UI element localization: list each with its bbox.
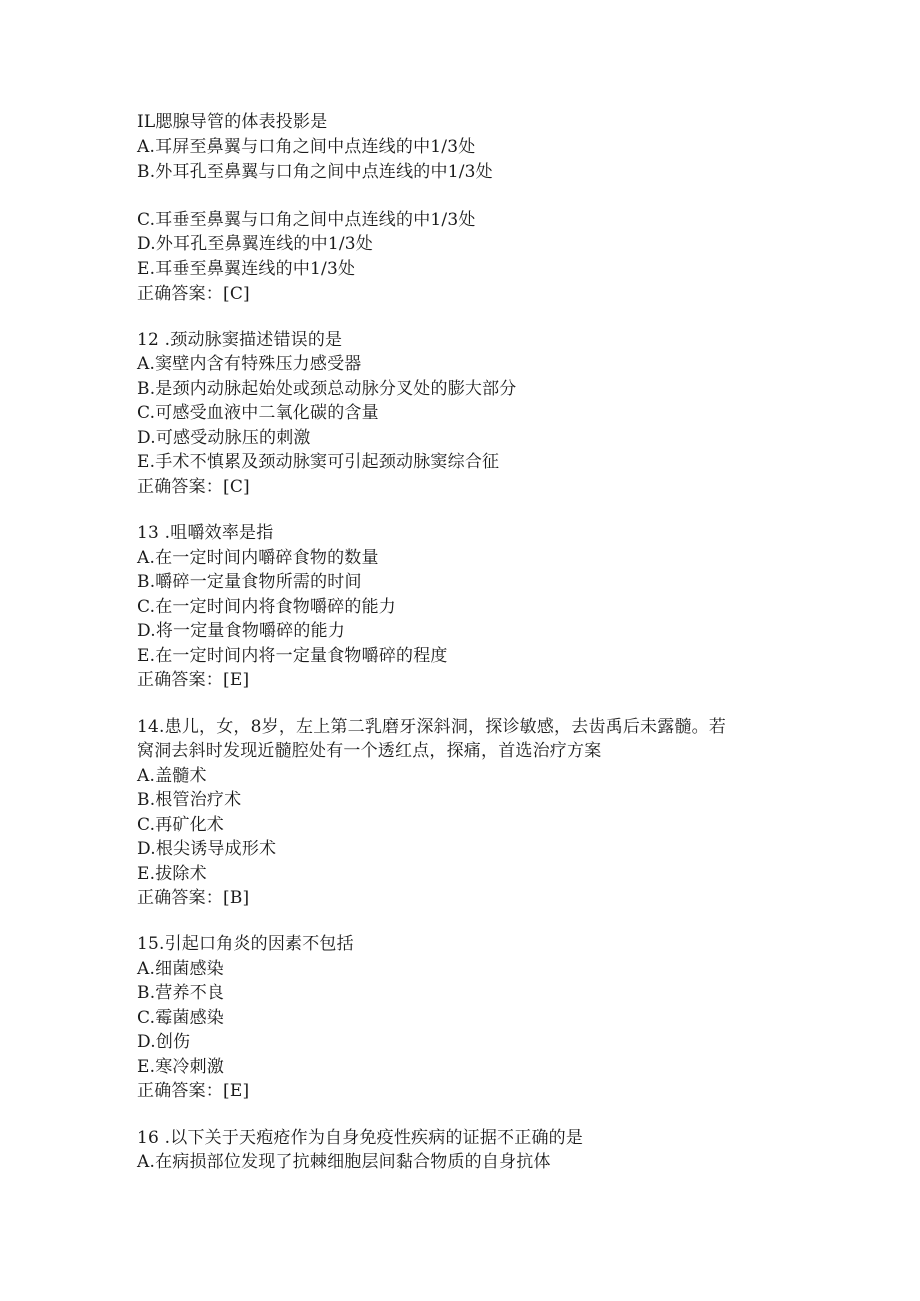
question-12-option-b: B.是颈内动脉起始处或颈总动脉分叉处的膨大部分 [137, 379, 517, 399]
question-15-answer: 正确答案：[E] [137, 1081, 250, 1101]
question-14-option-b: B.根管治疗术 [137, 790, 242, 810]
question-15-option-d: D.创伤 [137, 1032, 191, 1052]
question-15-option-c: C.霉菌感染 [137, 1008, 225, 1028]
question-14-stem-line-1: 14.患儿，女，8岁，左上第二乳磨牙深斜洞，探诊敏感，去齿禹后未露髓。若 [137, 717, 727, 737]
question-11-option-c: C.耳垂至鼻翼与口角之间中点连线的中1/3处 [137, 210, 476, 230]
question-16-stem: 16 .以下关于天疱疮作为自身免疫性疾病的证据不正确的是 [137, 1128, 584, 1148]
question-13-option-a: A.在一定时间内嚼碎食物的数量 [137, 548, 379, 568]
question-13-option-e: E.在一定时间内将一定量食物嚼碎的程度 [137, 646, 448, 666]
question-11-option-e: E.耳垂至鼻翼连线的中1/3处 [137, 259, 356, 279]
question-13-stem: 13 .咀嚼效率是指 [137, 523, 274, 543]
question-13-option-d: D.将一定量食物嚼碎的能力 [137, 621, 346, 641]
question-14-stem-line-2: 窝洞去斜时发现近髓腔处有一个透红点，探痛，首选治疗方案 [137, 741, 602, 761]
question-15-option-e: E.寒冷刺激 [137, 1057, 225, 1077]
question-11-option-b: B.外耳孔至鼻翼与口角之间中点连线的中1/3处 [137, 162, 493, 182]
question-15-option-b: B.营养不良 [137, 983, 225, 1003]
question-14-answer: 正确答案：[B] [137, 888, 250, 908]
question-15-option-a: A.细菌感染 [137, 959, 224, 979]
question-15-stem: 15.引起口角炎的因素不包括 [137, 934, 354, 954]
question-12-option-e: E.手术不慎累及颈动脉窦可引起颈动脉窦综合征 [137, 452, 500, 472]
question-14-option-c: C.再矿化术 [137, 815, 225, 835]
question-12-answer: 正确答案：[C] [137, 477, 250, 497]
question-11-stem: IL腮腺导管的体表投影是 [137, 112, 328, 132]
question-11-answer: 正确答案：[C] [137, 284, 250, 304]
question-13-option-b: B.嚼碎一定量食物所需的时间 [137, 572, 362, 592]
question-14-option-e: E.拔除术 [137, 864, 207, 884]
question-11-option-d: D.外耳孔至鼻翼连线的中1/3处 [137, 234, 373, 254]
question-12-option-d: D.可感受动脉压的刺激 [137, 428, 311, 448]
question-13-answer: 正确答案：[E] [137, 670, 250, 690]
question-11-option-a: A.耳屏至鼻翼与口角之间中点连线的中1/3处 [137, 137, 476, 157]
question-16-option-a: A.在病损部位发现了抗棘细胞层间黏合物质的自身抗体 [137, 1152, 551, 1172]
question-12-option-a: A.窦壁内含有特殊压力感受器 [137, 354, 362, 374]
question-14-option-a: A.盖髓术 [137, 766, 207, 786]
question-13-option-c: C.在一定时间内将食物嚼碎的能力 [137, 597, 397, 617]
question-12-stem: 12 .颈动脉窦描述错误的是 [137, 330, 343, 350]
question-14-option-d: D.根尖诱导成形术 [137, 839, 277, 859]
question-12-option-c: C.可感受血液中二氧化碳的含量 [137, 403, 379, 423]
